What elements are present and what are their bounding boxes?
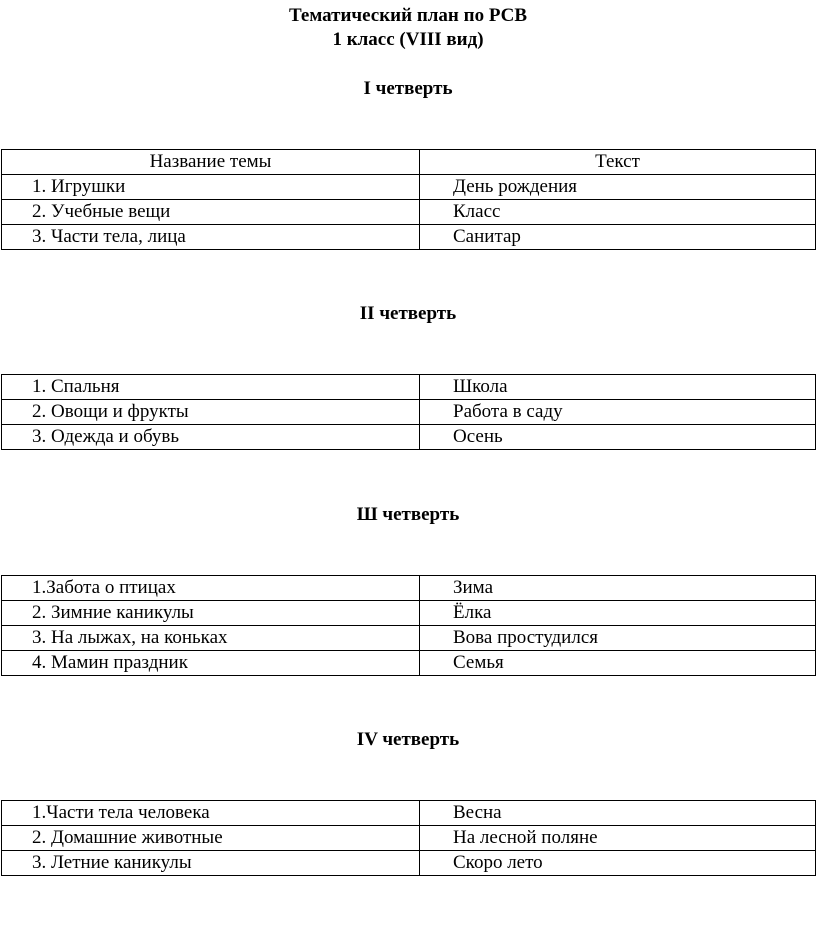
text-cell: Весна <box>420 801 816 826</box>
table-row <box>2 225 816 250</box>
table-row <box>2 651 816 676</box>
topic-cell: 2. Овощи и фрукты <box>2 400 420 425</box>
text-cell: Ёлка <box>420 601 816 626</box>
text-cell: Скоро лето <box>420 851 816 876</box>
column-header-text: Текст <box>420 150 816 175</box>
text-cell: День рождения <box>420 175 816 200</box>
topic-cell: 2. Учебные вещи <box>2 200 420 225</box>
text-cell: Семья <box>420 651 816 676</box>
topic-cell: 2. Домашние животные <box>2 826 420 851</box>
table-row <box>2 576 816 601</box>
document-title: Тематический план по РСВ <box>288 5 528 26</box>
quarter-3-table <box>1 575 816 676</box>
table-row <box>2 425 816 450</box>
quarter-1-heading: I четверть <box>363 78 453 99</box>
text-cell: Работа в саду <box>420 400 816 425</box>
text-cell: Санитар <box>420 225 816 250</box>
table-row <box>2 601 816 626</box>
table-row <box>2 375 816 400</box>
text-cell: Вова простудился <box>420 626 816 651</box>
topic-cell: 3. Летние каникулы <box>2 851 420 876</box>
topic-cell: 1.Части тела человека <box>2 801 420 826</box>
text-cell: Класс <box>420 200 816 225</box>
text-cell: Осень <box>420 425 816 450</box>
quarter-4-table <box>1 800 816 876</box>
text-cell: На лесной поляне <box>420 826 816 851</box>
topic-cell: 1. Спальня <box>2 375 420 400</box>
text-cell: Зима <box>420 576 816 601</box>
table-row <box>2 801 816 826</box>
topic-cell: 4. Мамин праздник <box>2 651 420 676</box>
quarter-2-table <box>1 374 816 450</box>
text-cell: Школа <box>420 375 816 400</box>
topic-cell: 3. На лыжах, на коньках <box>2 626 420 651</box>
topic-cell: 2. Зимние каникулы <box>2 601 420 626</box>
table-row <box>2 175 816 200</box>
topic-cell: 3. Одежда и обувь <box>2 425 420 450</box>
table-row <box>2 200 816 225</box>
topic-cell: 1.Забота о птицах <box>2 576 420 601</box>
document-subtitle: 1 класс (VIII вид) <box>332 29 484 50</box>
quarter-3-heading: Ш четверть <box>356 504 460 525</box>
table-row <box>2 400 816 425</box>
table-row <box>2 626 816 651</box>
topic-cell: 1. Игрушки <box>2 175 420 200</box>
table-row <box>2 851 816 876</box>
quarter-2-heading: II четверть <box>359 303 457 324</box>
table-row <box>2 826 816 851</box>
column-header-topic: Название темы <box>2 150 420 175</box>
topic-cell: 3. Части тела, лица <box>2 225 420 250</box>
quarter-1-table <box>1 149 816 250</box>
table-header-row <box>2 150 816 175</box>
quarter-4-heading: IV четверть <box>356 729 460 750</box>
